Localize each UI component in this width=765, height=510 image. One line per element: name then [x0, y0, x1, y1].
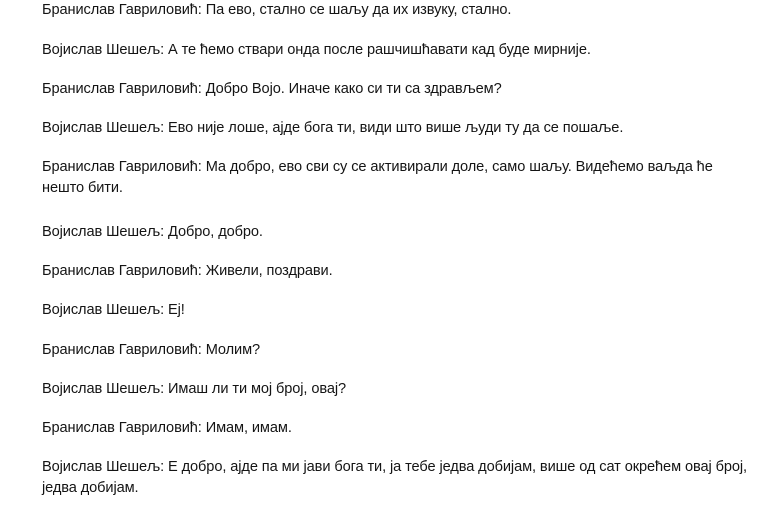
- transcript-line-6: Војислав Шешељ: Добро, добро.: [42, 224, 263, 240]
- transcript-line-2: Војислав Шешељ: А те ћемо ствари онда после рашчишћавати кад буде мирније.: [42, 42, 591, 58]
- transcript-line-3: Бранислав Гавриловић: Добро Војо. Иначе како си ти са здрављем?: [42, 81, 502, 97]
- transcript-line-4: Војислав Шешељ: Ево није лоше, ајде бога ти, види што више људи ту да се пошаље.: [42, 120, 624, 136]
- transcript-line-8: Војислав Шешељ: Еј!: [42, 302, 185, 318]
- transcript-line-1: Бранислав Гавриловић: Па ево, стално се шаљу да их извуку, стално.: [42, 2, 512, 18]
- transcript-line-12: Војислав Шешељ: Е добро, ајде па ми јави бога ти, ја тебе једва добијам, више од сат окрећем овај број, једва добијам.: [42, 459, 747, 496]
- transcript-line-9: Бранислав Гавриловић: Молим?: [42, 342, 261, 358]
- transcript-line-11: Бранислав Гавриловић: Имам, имам.: [42, 420, 292, 436]
- transcript-line-7: Бранислав Гавриловић: Живели, поздрави.: [42, 263, 333, 279]
- transcript-line-10: Војислав Шешељ: Имаш ли ти мој број, овај?: [42, 381, 347, 397]
- transcript-line-5: Бранислав Гавриловић: Ма добро, ево сви су се активирали доле, само шаљу. Видећемо ваљда ће нешто бити.: [42, 159, 713, 196]
